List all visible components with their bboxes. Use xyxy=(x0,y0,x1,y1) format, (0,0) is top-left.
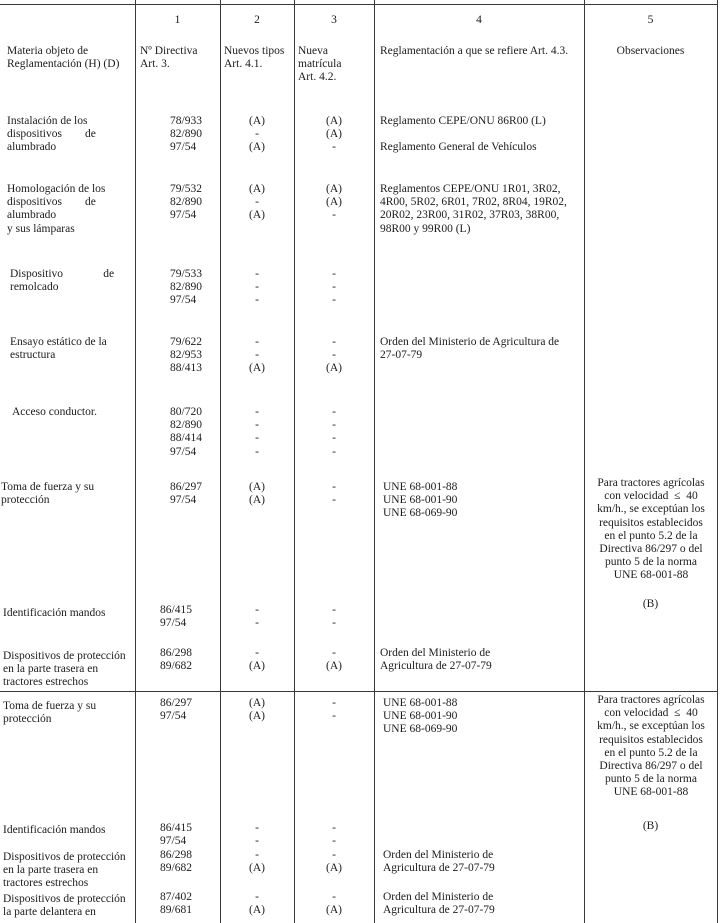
row-divider xyxy=(0,691,718,692)
row-regulation: Orden del Ministerio de Agricultura de 27-07-79 xyxy=(380,647,492,673)
row-directives: 78/933 82/890 97/54 xyxy=(170,115,202,154)
row-notes: (B) xyxy=(642,820,659,832)
row-directives: 80/720 82/890 88/414 97/54 xyxy=(170,406,202,458)
row-subject: Toma de fuerza y su protección xyxy=(1,481,95,507)
column-divider xyxy=(135,0,136,923)
header-subject: Materia objeto de Reglamentación (H) (D) xyxy=(7,45,120,71)
row-new-types: - (A) xyxy=(249,849,265,875)
row-new-types: (A) (A) xyxy=(249,697,265,723)
row-new-types: (A) - (A) xyxy=(249,183,265,222)
row-new-types: - - - xyxy=(255,268,259,307)
row-subject: Homologación de los dispositivos de alumbrado y sus lámparas xyxy=(7,183,106,235)
row-new-registration: - (A) xyxy=(326,891,342,917)
row-directives: 86/297 97/54 xyxy=(160,697,192,723)
row-regulation: Orden del Ministerio de Agricultura de 27-07-79 xyxy=(383,849,495,875)
row-new-types: - (A) xyxy=(249,891,265,917)
row-new-registration: - - xyxy=(332,697,336,723)
row-new-types: - - (A) xyxy=(249,336,265,375)
row-subject: Dispositivos de protección en la parte trasera en tractores estrechos xyxy=(3,650,126,689)
row-regulation: UNE 68-001-88 UNE 68-001-90 UNE 68-069-90 xyxy=(383,481,458,520)
row-new-registration: - - xyxy=(332,604,336,630)
row-new-types: - (A) xyxy=(249,647,265,673)
row-subject: Instalación de los dispositivos de alumbrado xyxy=(7,115,96,154)
row-directives: 87/402 89/681 xyxy=(160,891,192,917)
row-regulation: Orden del Ministerio de Agricultura de 27-07-79 xyxy=(380,336,560,362)
row-new-registration: - (A) xyxy=(326,647,342,673)
column-divider xyxy=(584,0,585,923)
row-regulation: UNE 68-001-88 UNE 68-001-90 UNE 68-069-90 xyxy=(383,697,458,736)
row-new-registration: - - xyxy=(332,481,336,507)
row-directives: 86/298 89/682 xyxy=(160,647,192,673)
table-right-border xyxy=(717,0,718,923)
row-subject: Identificación mandos xyxy=(3,824,106,836)
row-subject: Dispositivos de protección en la parte trasera en tractores estrechos xyxy=(3,851,126,890)
col-number-1: 1 xyxy=(174,14,181,26)
header-directive: Nº Directiva Art. 3. xyxy=(140,45,198,71)
header-new-registration: Nueva matrícula Art. 4.2. xyxy=(298,45,342,84)
row-directives: 86/297 97/54 xyxy=(170,481,202,507)
row-subject: Ensayo estático de la estructura xyxy=(10,336,107,362)
row-new-registration: - - xyxy=(332,822,336,848)
table-top-border xyxy=(0,4,718,5)
row-directives: 79/532 82/890 97/54 xyxy=(170,183,202,222)
row-new-registration: (A) (A) - xyxy=(326,115,342,154)
col-number-5: 5 xyxy=(647,14,654,26)
row-subject: Identificación mandos xyxy=(3,607,106,619)
header-new-types: Nuevos tipos Art. 4.1. xyxy=(224,45,285,71)
row-notes: Para tractores agrícolas con velocidad ≤ 40 km/h., se exceptúan los requisitos establecidos en el punto 5.2 de la Directiva 86/297 o del punto 5 de la norma UNE 68-001-88 xyxy=(597,477,705,582)
row-new-registration: - - - xyxy=(332,268,336,307)
row-new-types: (A) - (A) xyxy=(249,115,265,154)
row-subject: Toma de fuerza y su protección xyxy=(3,700,97,726)
row-directives: 86/415 97/54 xyxy=(160,604,192,630)
row-directives: 86/298 89/682 xyxy=(160,849,192,875)
column-divider xyxy=(374,0,375,923)
row-new-types: - - xyxy=(255,822,259,848)
row-new-types: - - - - xyxy=(255,406,259,458)
row-regulation: Orden del Ministerio de Agricultura de 27-07-79 xyxy=(383,891,495,917)
col-number-4: 4 xyxy=(476,14,482,26)
row-notes: Para tractores agrícolas con velocidad ≤ 40 km/h., se exceptúan los requisitos establecidos en el punto 5.2 de la Directiva 86/297 o del punto 5 de la norma UNE 68-001-88 xyxy=(597,694,705,799)
row-subject: Dispositivo de remolcado xyxy=(10,268,115,294)
col-number-2: 2 xyxy=(254,14,260,26)
row-directives: 86/415 97/54 xyxy=(160,822,192,848)
row-directives: 79/533 82/890 97/54 xyxy=(170,268,202,307)
header-notes: Observaciones xyxy=(616,45,685,57)
row-new-registration: - (A) xyxy=(326,849,342,875)
row-new-registration: - - - - xyxy=(332,406,336,458)
col-number-3: 3 xyxy=(331,14,337,26)
row-new-types: (A) (A) xyxy=(249,481,265,507)
row-regulation: Reglamento CEPE/ONU 86R00 (L) Reglamento General de Vehículos xyxy=(380,115,546,154)
row-regulation: Reglamentos CEPE/ONU 1R01, 3R02, 4R00, 5R02, 6R01, 7R02, 8R04, 19R02, 20R02, 23R00, 31R02, 37R03, 38R00, 98R00 y 99R00 (L) xyxy=(380,183,567,235)
row-new-registration: (A) (A) - xyxy=(326,183,342,222)
header-regulation: Reglamentación a que se refiere Art. 4.3. xyxy=(380,45,569,57)
row-new-registration: - - (A) xyxy=(326,336,342,375)
row-notes: (B) xyxy=(642,598,659,610)
row-subject: Acceso conductor. xyxy=(12,406,97,418)
row-directives: 79/622 82/953 88/413 xyxy=(170,336,202,375)
row-subject: Dispositivos de protección la parte delantera en xyxy=(3,893,126,919)
row-new-types: - - xyxy=(255,604,259,630)
